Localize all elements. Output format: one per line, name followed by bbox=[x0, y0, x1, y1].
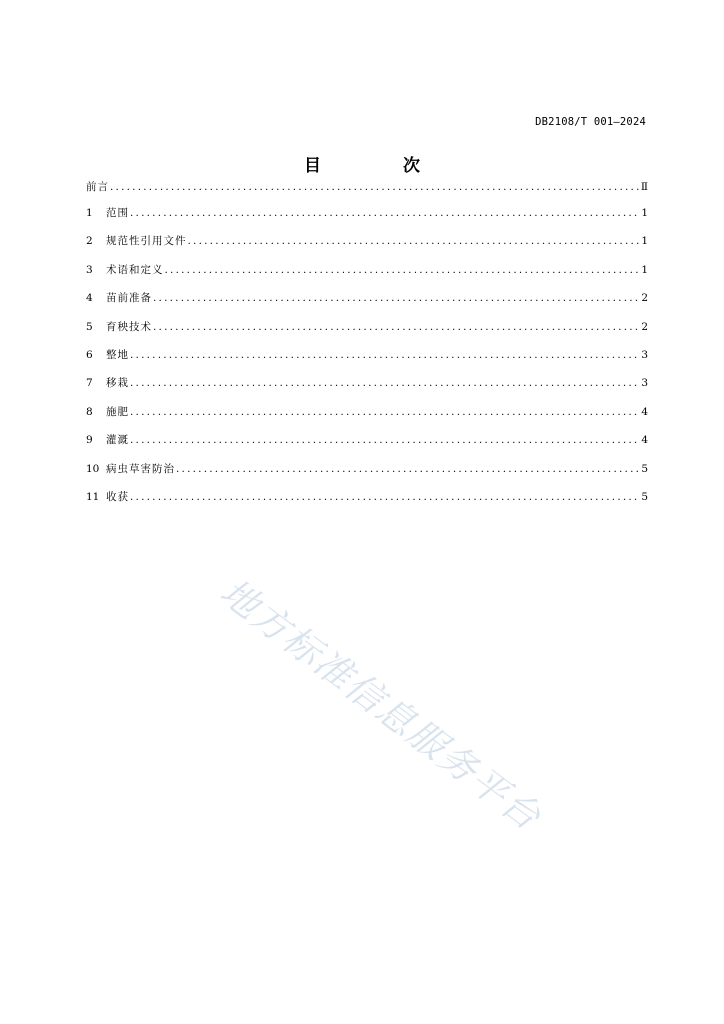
toc-leader-dots bbox=[130, 405, 640, 419]
toc-entry-page: Ⅱ bbox=[640, 181, 648, 193]
toc-entry-number: 2 bbox=[86, 235, 93, 248]
toc-entry-page: 1 bbox=[641, 235, 648, 248]
toc-entry-number: 10 bbox=[86, 462, 100, 475]
toc-entry-page: 2 bbox=[641, 320, 648, 333]
toc-leader-dots bbox=[130, 206, 640, 220]
toc-entry-page: 3 bbox=[641, 377, 648, 390]
toc-leader-dots bbox=[110, 180, 640, 194]
toc-leader-dots bbox=[176, 462, 640, 476]
toc-entry-text: 移栽 bbox=[106, 377, 129, 390]
toc-leader-dots bbox=[153, 320, 640, 334]
toc-entry-page: 4 bbox=[641, 405, 648, 418]
toc-entry-number: 9 bbox=[86, 434, 93, 447]
toc-entry-page: 5 bbox=[641, 462, 648, 475]
toc-entry-page: 2 bbox=[641, 292, 648, 305]
toc-entry-text: 苗前准备 bbox=[106, 292, 152, 305]
toc-entry-page: 1 bbox=[641, 263, 648, 276]
toc-entry-fertilization[interactable] bbox=[86, 405, 648, 433]
toc-leader-dots bbox=[153, 291, 640, 305]
toc-entry-transplanting[interactable] bbox=[86, 376, 648, 404]
table-of-contents bbox=[86, 180, 648, 518]
toc-entry-foreword[interactable] bbox=[86, 180, 648, 206]
toc-title: 目 次 bbox=[304, 156, 458, 176]
toc-entry-number: 7 bbox=[86, 377, 93, 390]
toc-entry-page: 1 bbox=[641, 207, 648, 219]
toc-entry-text: 病虫草害防治 bbox=[106, 462, 175, 475]
toc-entry-preparation[interactable] bbox=[86, 291, 648, 319]
toc-entry-harvest[interactable] bbox=[86, 490, 648, 518]
toc-entry-text: 育秧技术 bbox=[106, 320, 152, 333]
toc-entry-text: 前言 bbox=[86, 181, 109, 193]
toc-entry-number: 6 bbox=[86, 348, 93, 361]
toc-entry-text: 施肥 bbox=[106, 405, 129, 418]
toc-entry-number: 4 bbox=[86, 292, 93, 305]
watermark: 地方标准信息服务平台 bbox=[212, 570, 550, 840]
toc-entry-land-preparation[interactable] bbox=[86, 348, 648, 376]
toc-entry-text: 术语和定义 bbox=[106, 263, 164, 276]
toc-entry-number: 11 bbox=[86, 490, 100, 503]
toc-entry-normative-references[interactable] bbox=[86, 234, 648, 262]
toc-entry-page: 4 bbox=[641, 434, 648, 447]
toc-leader-dots bbox=[188, 234, 641, 248]
toc-entry-terms-definitions[interactable] bbox=[86, 263, 648, 291]
toc-entry-page: 3 bbox=[641, 348, 648, 361]
toc-entry-text: 整地 bbox=[106, 348, 129, 361]
toc-entry-seedling[interactable] bbox=[86, 320, 648, 348]
toc-leader-dots bbox=[165, 263, 641, 277]
document-code: DB2108/T 001—2024 bbox=[535, 116, 646, 128]
toc-leader-dots bbox=[130, 376, 640, 390]
toc-entry-page: 5 bbox=[641, 490, 648, 503]
toc-leader-dots bbox=[130, 348, 640, 362]
toc-entry-number: 5 bbox=[86, 320, 93, 333]
toc-entry-number: 3 bbox=[86, 263, 93, 276]
toc-entry-text: 规范性引用文件 bbox=[106, 235, 187, 248]
toc-leader-dots bbox=[130, 490, 640, 504]
toc-leader-dots bbox=[130, 433, 640, 447]
toc-entry-irrigation[interactable] bbox=[86, 433, 648, 461]
toc-entry-text: 收获 bbox=[106, 490, 129, 503]
toc-entry-scope[interactable] bbox=[86, 206, 648, 234]
toc-entry-text: 灌溉 bbox=[106, 434, 129, 447]
toc-entry-number: 8 bbox=[86, 405, 93, 418]
toc-entry-pest-control[interactable] bbox=[86, 462, 648, 490]
toc-entry-text: 范围 bbox=[106, 207, 129, 219]
toc-entry-number: 1 bbox=[86, 207, 93, 219]
